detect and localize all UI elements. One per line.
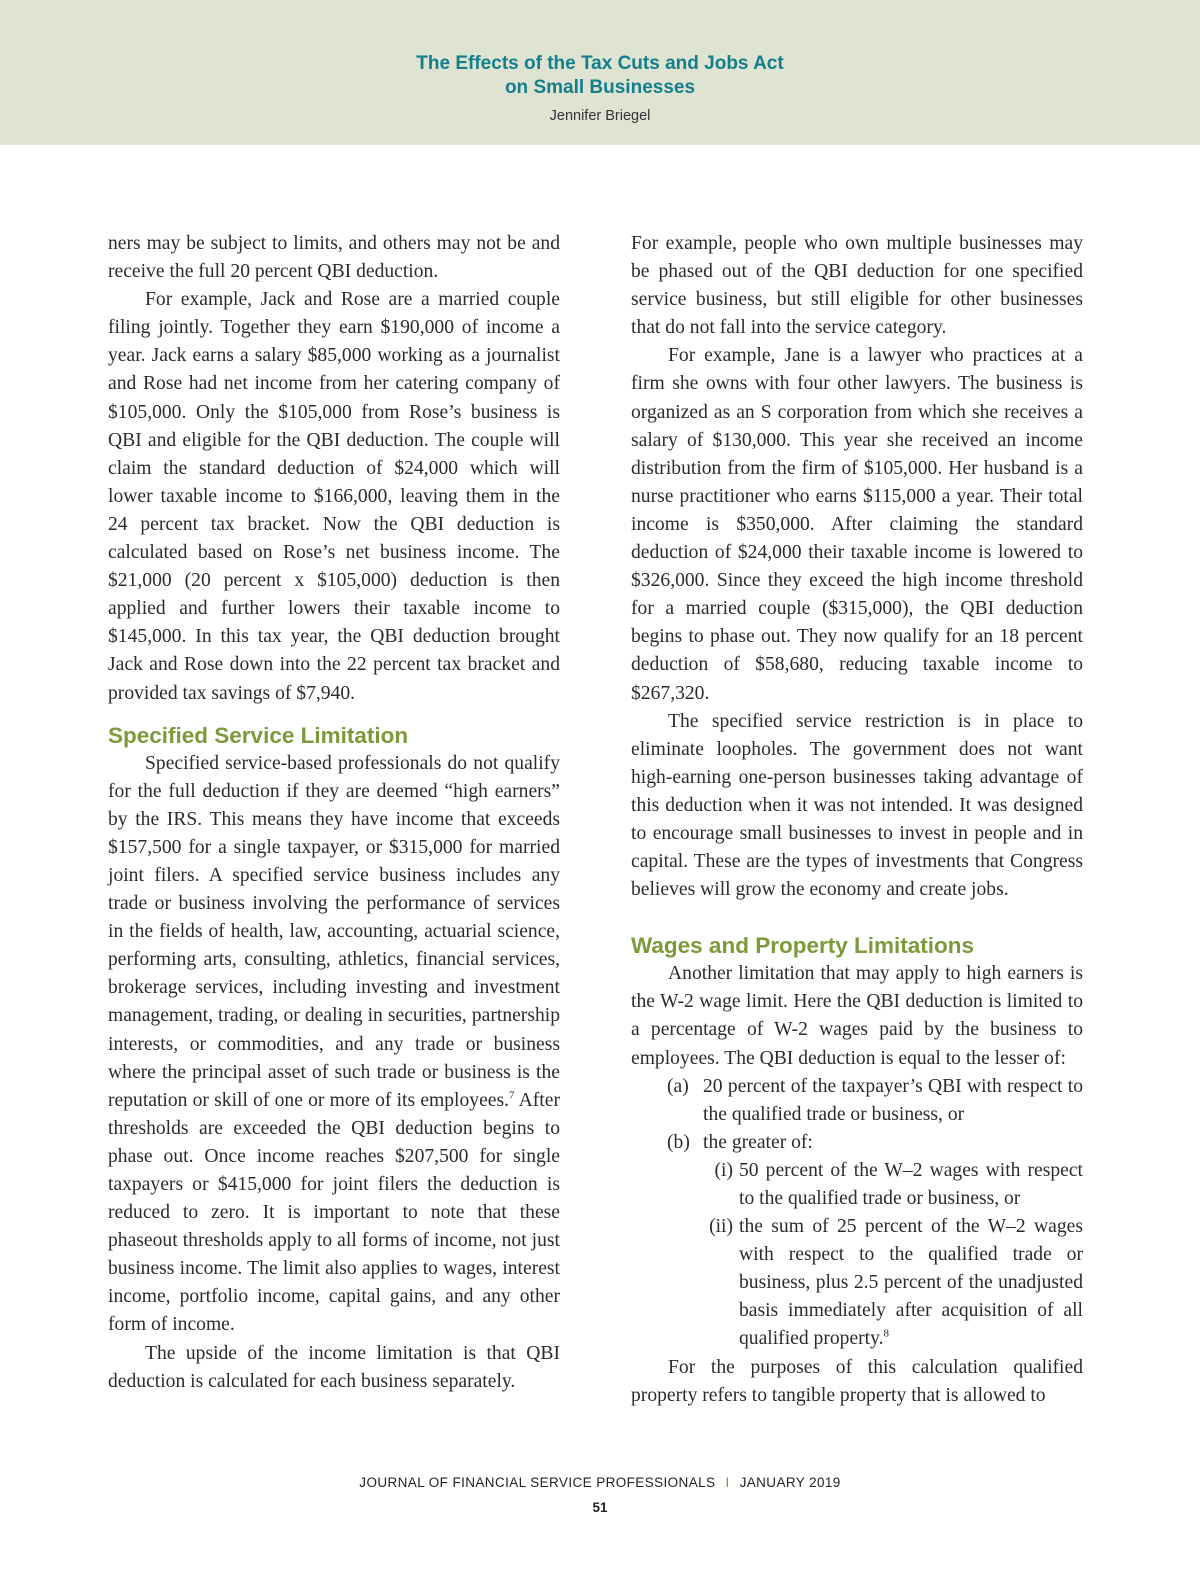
sub-list (703, 1157, 1083, 1354)
footnote-ref: 7 (509, 1089, 515, 1102)
text-run: Specified service-based professionals do not qualify for the full deduction if they are deemed “high earners” by the IRS. This means they have income that exceeds $157,500 for a single taxpayer, or $315,000 for married joint filers. A specified service business includes any trade or business involving the performance of services in the fields of health, law, accounting, actuarial science, performing arts, consulting, athletics, financial services, brokerage services, including investing and investment management, trading, or dealing in securities, partnership interests, or commodities, and any trade or business where the principal asset of such trade or business is the reputation or skill of one or more of its employees. (108, 752, 560, 1111)
paragraph (108, 750, 560, 1340)
article-author: Jennifer Briegel (549, 108, 651, 124)
list-label: (a) (667, 1075, 689, 1097)
footnote-ref: 8 (883, 1327, 890, 1340)
list-text: the sum of 25 percent of the W–2 wages with respect to the qualified trade or business, plus 2.5 percent of the unadjusted basis immediately after acquisition of all qualified property. (739, 1216, 1083, 1350)
article-title-line-1: The Effects of the Tax Cuts and Jobs Act (416, 53, 784, 74)
paragraph: ners may be subject to limits, and others may not be and receive the full 20 percent QBI deduction. (108, 233, 560, 283)
section-heading-specified-service: Specified Service Limitation (108, 722, 409, 748)
page-number: 51 (592, 1500, 608, 1515)
right-column (631, 230, 1083, 1410)
footer-separator: I (725, 1475, 730, 1490)
issue-date: JANUARY 2019 (739, 1475, 841, 1490)
section-heading-wages-property: Wages and Property Limitations (631, 933, 974, 959)
list-label: (b) (667, 1131, 690, 1153)
paragraph: For example, Jane is a lawyer who practices at a firm she owns with four other lawyers. The business is organized as an S corporation from which she receives a salary of $130,000. This year she received an income distribution from the firm of $105,000. Her husband is a nurse practitioner who earns $115,000 a year. Their total income is $350,000. After claiming the standard deduction of $24,000 their taxable income is lowered to $326,000. Since they exceed the high income threshold for a married couple ($315,000), the QBI deduction begins to phase out. They now qualify for an 18 percent deduction of $58,680, reducing taxable income to $267,320. (631, 345, 1083, 704)
list-label: (ii) (709, 1216, 733, 1238)
left-column (108, 230, 560, 1396)
sub-list-item (703, 1157, 1083, 1213)
paragraph: For example, people who own multiple businesses may be phased out of the QBI deduction for one specified service business, but still eligible for other businesses that do not fall into the service category. (631, 233, 1083, 339)
list-text: 20 percent of the taxpayer’s QBI with respect to the qualified trade or business, or (703, 1075, 1083, 1125)
paragraph: The specified service restriction is in place to eliminate loopholes. The government does not want high-earning one-person businesses taking advantage of this deduction when it was not intended. It was designed to encourage small businesses to invest in people and in capital. These are the types of investments that Congress believes will grow the economy and create jobs. (631, 710, 1083, 901)
page-header (0, 0, 1200, 145)
article-title-line-2: on Small Businesses (504, 77, 696, 98)
list-text: 50 percent of the W–2 wages with respect to the qualified trade or business, or (739, 1159, 1083, 1209)
page-footer (0, 1475, 1200, 1490)
list-label: (i) (714, 1159, 733, 1181)
list-text: the greater of: (703, 1131, 813, 1153)
list-item (631, 1129, 1083, 1354)
paragraph: For the purposes of this calculation qualified property refers to tangible property that is allowed to (631, 1356, 1083, 1406)
deduction-list (631, 1073, 1083, 1354)
paragraph: Another limitation that may apply to high earners is the W-2 wage limit. Here the QBI deduction is limited to a percentage of W-2 wages paid by the business to employees. The QBI deduction is equal to the lesser of: (631, 963, 1083, 1069)
paragraph: The upside of the income limitation is that QBI deduction is calculated for each business separately. (108, 1342, 560, 1392)
text-run: After thresholds are exceeded the QBI deduction begins to phase out. Once income reaches $207,500 for single taxpayers or $415,000 for joint filers the deduction is reduced to zero. It is important to note that these phaseout thresholds apply to all forms of income, not just business income. The limit also applies to wages, interest income, portfolio income, capital gains, and any other form of income. (108, 1089, 560, 1336)
article-title (0, 52, 1200, 100)
list-item (631, 1073, 1083, 1129)
paragraph: For example, Jack and Rose are a married couple filing jointly. Together they earn $190,000 of income a year. Jack earns a salary $85,000 working as a journalist and Rose had net income from her catering company of $105,000. Only the $105,000 from Rose’s business is QBI and eligible for the QBI deduction. The couple will claim the standard deduction of $24,000 which will lower taxable income to $166,000, leaving them in the 24 percent tax bracket. Now the QBI deduction is calculated based on Rose’s net business income. The $21,000 (20 percent x $105,000) deduction is then applied and further lowers their taxable income to $145,000. In this tax year, the QBI deduction brought Jack and Rose down into the 22 percent tax bracket and provided tax savings of $7,940. (108, 289, 560, 704)
journal-name: JOURNAL OF FINANCIAL SERVICE PROFESSIONALS (359, 1475, 716, 1490)
sub-list-item (703, 1213, 1083, 1353)
